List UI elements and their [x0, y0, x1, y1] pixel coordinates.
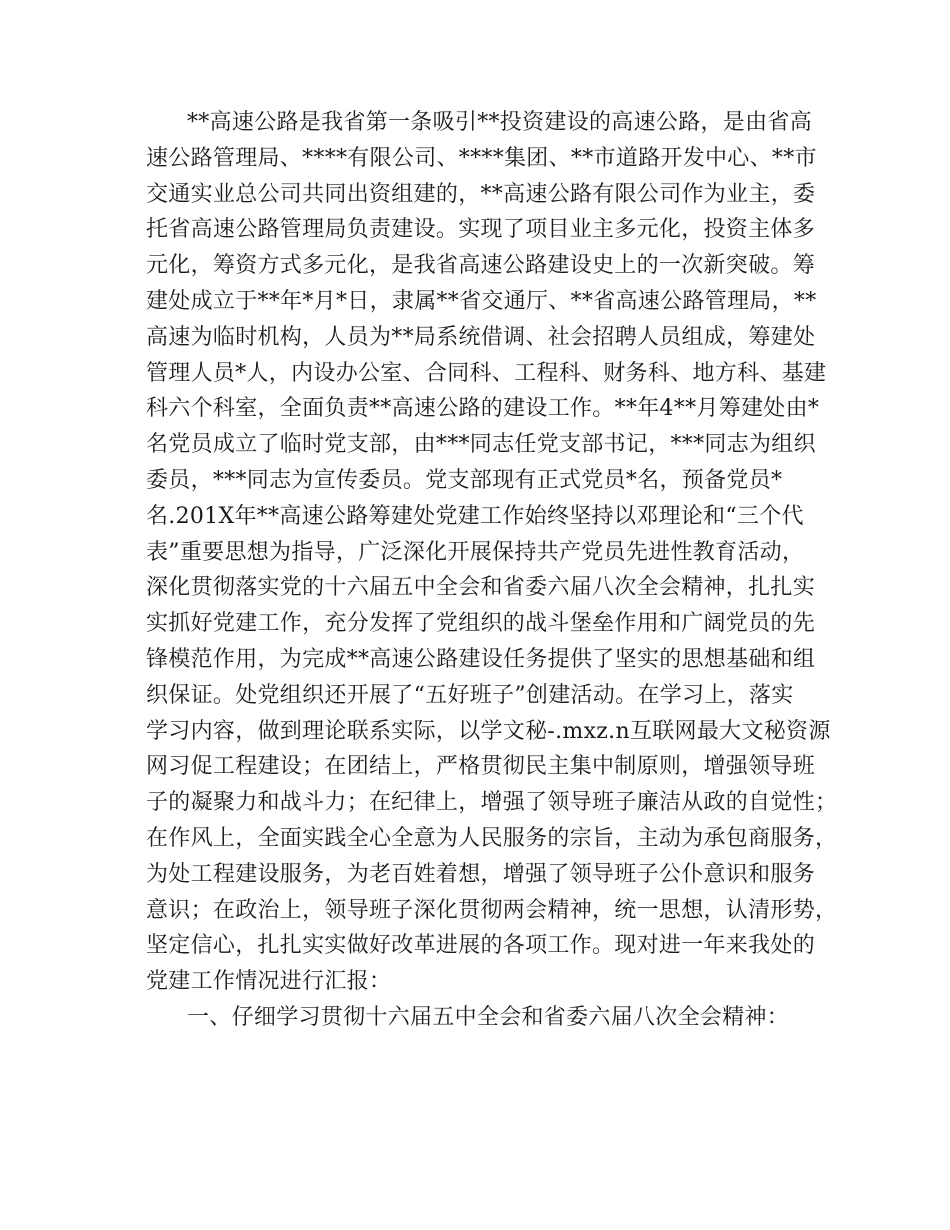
- text-line: 实抓好党建工作，充分发挥了党组织的战斗堡垒作用和广阔党员的先: [146, 611, 816, 637]
- text-line: **高速公路是我省第一条吸引**投资建设的高速公路，是由省高: [187, 110, 813, 135]
- text-line: 建处成立于**年*月*日，隶属**省交通厅、**省高速公路管理局，**: [146, 288, 817, 314]
- text-line: 表”重要思想为指导，广泛深化开展保持共产党员先进性教育活动，: [146, 539, 805, 565]
- text-line: 高速为临时机构，人员为**局系统借调、社会招聘人员组成，筹建处: [146, 324, 816, 350]
- text-line: 网习促工程建设；在团结上，严格贯彻民主集中制原则，增强领导班: [146, 754, 816, 780]
- text-line: 深化贯彻落实党的十六届五中全会和省委六届八次全会精神，扎扎实: [146, 575, 816, 601]
- text-line: 学习内容，做到理论联系实际，以学文秘-.mxz.n互联网最大文秘资源: [146, 718, 831, 744]
- text-line: 委员，***同志为宣传委员。党支部现有正式党员*名，预备党员*: [146, 467, 783, 493]
- body-text: [0, 105, 950, 1036]
- text-line: 名党员成立了临时党支部，由***同志任党支部书记，***同志为组织: [146, 432, 816, 458]
- text-line: 托省高速公路管理局负责建设。实现了项目业主多元化，投资主体多: [146, 217, 816, 243]
- text-line: 锋模范作用，为完成**高速公路建设任务提供了坚实的思想基础和组: [146, 646, 816, 672]
- text-line: 速公路管理局、****有限公司、****集团、**市道路开发中心、**市: [146, 145, 817, 171]
- text-line: 织保证。处党组织还开展了“五好班子”创建活动。在学习上，落实: [146, 682, 794, 708]
- text-line: 名.201X年**高速公路筹建处党建工作始终坚持以邓理论和“三个代: [146, 503, 804, 529]
- text-line: 科六个科室，全面负责**高速公路的建设工作。**年4**月筹建处由*: [146, 396, 820, 422]
- text-line: 在作风上，全面实践全心全意为人民服务的宗旨，主动为承包商服务，: [146, 825, 838, 851]
- section-heading: 一、仔细学习贯彻十六届五中全会和省委六届八次全会精神：: [187, 1004, 790, 1030]
- text-line: 管理人员*人，内设办公室、合同科、工程科、财务科、地方科、基建: [146, 360, 827, 386]
- text-line: 坚定信心，扎扎实实做好改革进展的各项工作。现对进一年来我处的: [146, 933, 816, 959]
- text-line: 交通实业总公司共同出资组建的，**高速公路有限公司作为业主，委: [146, 181, 816, 207]
- text-line: 意识；在政治上，领导班子深化贯彻两会精神，统一思想，认清形势，: [146, 897, 838, 923]
- text-line: 党建工作情况进行汇报：: [146, 969, 392, 995]
- text-line: 子的凝聚力和战斗力；在纪律上，增强了领导班子廉洁从政的自觉性；: [146, 790, 838, 816]
- text-line: 为处工程建设服务，为老百姓着想，增强了领导班子公仆意识和服务: [146, 861, 816, 887]
- text-line: 元化，筹资方式多元化，是我省高速公路建设史上的一次新突破。筹: [146, 253, 816, 279]
